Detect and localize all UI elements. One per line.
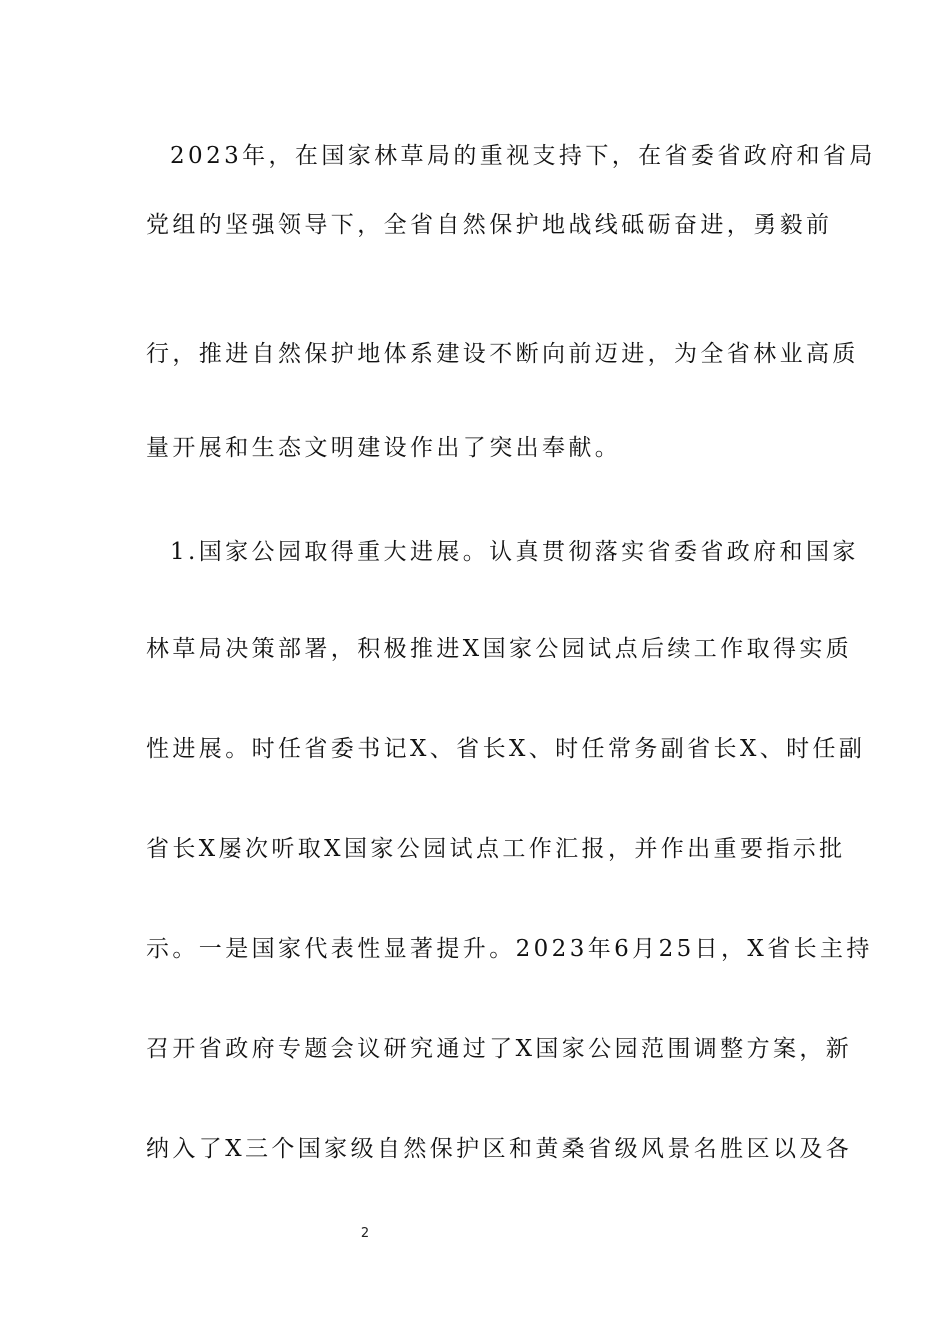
paragraph-2-line-4: 省长X屡次听取X国家公园试点工作汇报，并作出重要指示批	[146, 836, 846, 862]
paragraph-2-line-6: 召开省政府专题会议研究通过了X国家公园范围调整方案，新	[146, 1036, 853, 1062]
paragraph-2-line-1: 1.国家公园取得重大进展。认真贯彻落实省委省政府和国家	[170, 539, 859, 565]
paragraph-1-line-4: 量开展和生态文明建设作出了突出奉献。	[146, 435, 622, 461]
paragraph-1-line-2: 党组的坚强领导下，全省自然保护地战线砥砺奋进，勇毅前	[146, 212, 833, 238]
paragraph-2-line-7: 纳入了X三个国家级自然保护区和黄桑省级风景名胜区以及各	[146, 1136, 853, 1162]
paragraph-2-line-2: 林草局决策部署，积极推进X国家公园试点后续工作取得实质	[146, 636, 853, 662]
paragraph-2-line-3: 性进展。时任省委书记X、省长X、时任常务副省长X、时任副	[146, 736, 866, 762]
paragraph-2-line-5: 示。一是国家代表性显著提升。2023年6月25日，X省长主持	[146, 936, 873, 962]
page-number: 2	[360, 1226, 370, 1241]
paragraph-1-line-1: 2023年，在国家林草局的重视支持下，在省委省政府和省局	[170, 143, 876, 169]
paragraph-1-line-3: 行，推进自然保护地体系建设不断向前迈进，为全省林业高质	[146, 341, 859, 367]
